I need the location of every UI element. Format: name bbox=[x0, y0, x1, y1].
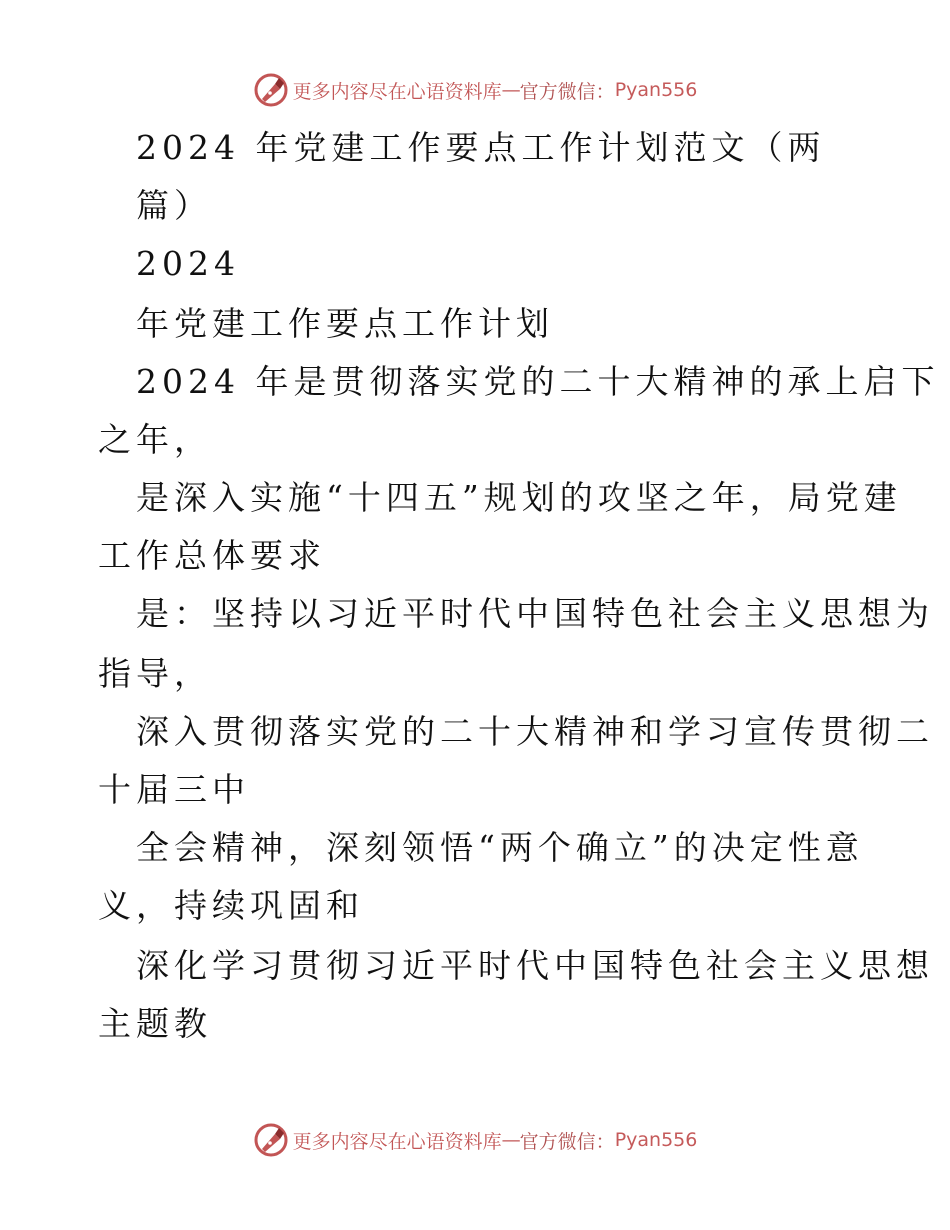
header-banner bbox=[0, 70, 950, 110]
banner-site-text: 更多内容尽在心语资料库 bbox=[292, 80, 502, 103]
banner-dash: — bbox=[501, 79, 520, 101]
doc-paragraph-line: 主题教 bbox=[98, 1004, 212, 1043]
doc-subtitle: 年党建工作要点工作计划 bbox=[136, 304, 554, 343]
doc-paragraph-line: 十届三中 bbox=[98, 770, 250, 809]
doc-paragraph-line: 工作总体要求 bbox=[98, 536, 326, 575]
banner-wechat-handle: Pyan556 bbox=[614, 1129, 698, 1151]
banner-wechat-label: 官方微信： bbox=[519, 1130, 615, 1153]
doc-paragraph-line: 深化学习贯彻习近平时代中国特色社会主义思想 bbox=[136, 946, 934, 985]
footer-banner bbox=[0, 1120, 950, 1160]
banner-dash: — bbox=[501, 1129, 520, 1151]
doc-title-line-2: 篇） bbox=[136, 186, 212, 225]
doc-paragraph-line: 2024 年是贯彻落实党的二十大精神的承上启下 bbox=[136, 362, 940, 401]
banner-site-text: 更多内容尽在心语资料库 bbox=[292, 1130, 502, 1153]
doc-paragraph-line: 之年， bbox=[98, 420, 212, 459]
doc-title-line-1: 2024 年党建工作要点工作计划范文（两 bbox=[136, 128, 826, 167]
doc-subtitle-year: 2024 bbox=[136, 244, 240, 283]
doc-paragraph-line: 深入贯彻落实党的二十大精神和学习宣传贯彻二 bbox=[136, 712, 934, 751]
pen-nib-logo-icon bbox=[253, 72, 289, 108]
banner-wechat-handle: Pyan556 bbox=[614, 79, 698, 101]
pen-nib-logo-icon bbox=[253, 1122, 289, 1158]
doc-paragraph-line: 指导， bbox=[98, 654, 212, 693]
doc-paragraph-line: 是深入实施“十四五”规划的攻坚之年，局党建 bbox=[136, 478, 902, 517]
banner-wechat-label: 官方微信： bbox=[519, 80, 615, 103]
doc-paragraph-line: 义，持续巩固和 bbox=[98, 886, 364, 925]
doc-paragraph-line: 全会精神，深刻领悟“两个确立”的决定性意 bbox=[136, 828, 864, 867]
doc-paragraph-line: 是：坚持以习近平时代中国特色社会主义思想为 bbox=[136, 594, 934, 633]
